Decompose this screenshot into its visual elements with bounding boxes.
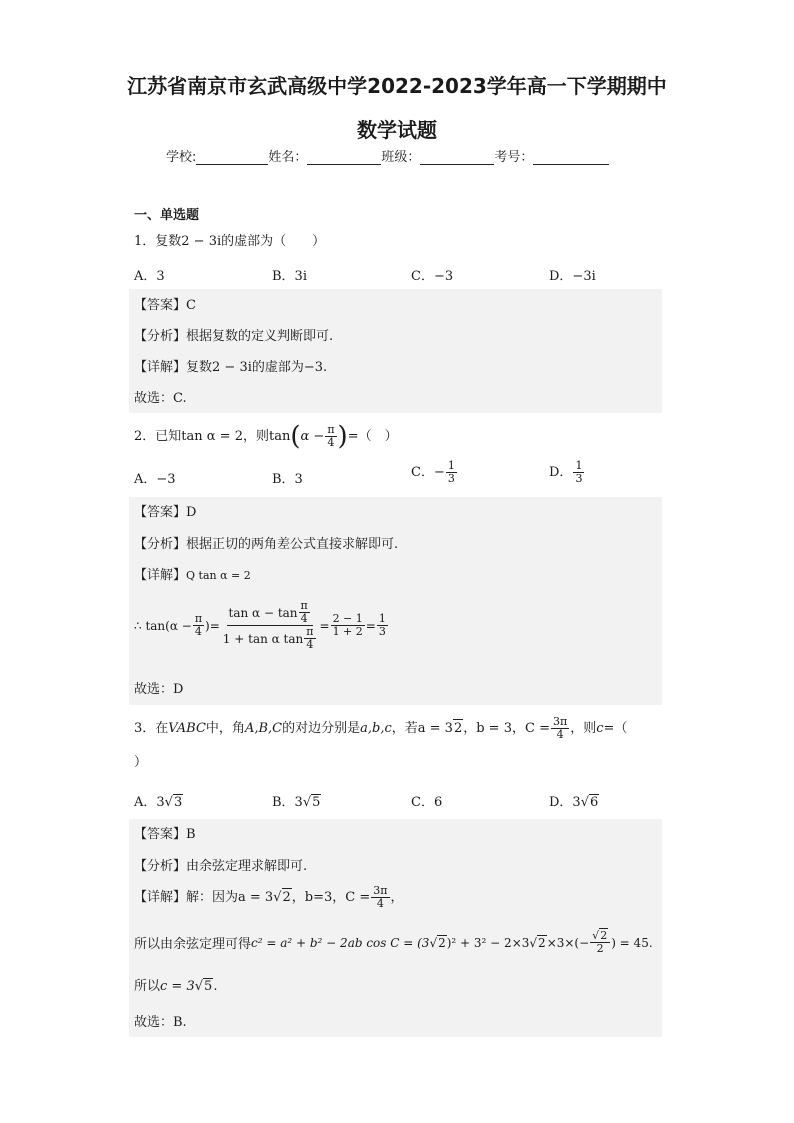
big-den-text: 1 + tan α tan [222, 631, 304, 646]
q3-angles: A,B,C [244, 720, 283, 736]
q2-option-c [411, 460, 458, 485]
q2-pi-frac [193, 613, 204, 638]
q2-stem-text-2: ，则 [242, 429, 269, 444]
q1-solution-box [129, 289, 662, 413]
q3-text: 3．在 [134, 720, 169, 736]
page-subtitle: 数学试题 [357, 118, 437, 142]
q2-mid-frac [331, 613, 365, 638]
q2-option-c-label: C．− [411, 465, 445, 480]
q3-c-frac [551, 716, 569, 741]
frac-den: 3 [575, 472, 583, 485]
frac-den: 4 [194, 625, 202, 638]
q2-tan: tan [268, 429, 291, 444]
q3-law-sqrt-b: 2 [538, 936, 546, 950]
q3-detail-a: a = 3 [238, 889, 274, 905]
q3-so-dot: . [213, 979, 218, 994]
frac-den: 4 [300, 612, 308, 625]
q2-close: )= [205, 618, 220, 633]
frac-num: 1 [378, 612, 386, 625]
q3-text-6: =（ [603, 720, 628, 736]
q3-opt-d-rad: 6 [590, 795, 599, 810]
q2-option-d [549, 460, 585, 485]
q3-c-eq: C = [524, 720, 550, 736]
q2-detail-label: 【详解】 [134, 568, 187, 583]
school-field[interactable] [196, 150, 268, 165]
student-info-line [166, 146, 609, 165]
q3-law-expr1: c² = a² + b² − 2ab cos C = (3 [251, 935, 430, 950]
q3-detail-comma: ， [390, 889, 404, 905]
q1-detail [134, 359, 327, 377]
q3-detail-b: ，b=3， [291, 889, 346, 905]
q3-opt-b-rad: 5 [312, 795, 321, 810]
q3-option-a: A．3√3 [134, 795, 183, 810]
q2-stem [134, 421, 398, 452]
frac-num: 3π [373, 884, 388, 897]
q3-detail-frac [371, 885, 389, 910]
class-field[interactable] [420, 150, 494, 165]
q1-stem [134, 233, 325, 251]
q3-law-of-cosines: 所以由余弦定理可得 c² = a² + b² − 2ab cos C = (3 √ 2 )² + 3² − 2×3 √ 2 ×3×(− $\frac{√2}{2}$ ) = 45 . [134, 929, 653, 955]
q1-option-b: B．3i [272, 269, 307, 284]
q2-option-b: B．3 [272, 472, 303, 487]
inner-frac [304, 626, 315, 651]
q2-option-c-frac [446, 460, 457, 485]
q3-detail-sqrt: 2 [282, 890, 291, 905]
q1-option-a: A．3 [134, 269, 165, 284]
frac-den: 3 [447, 472, 455, 485]
q3-analysis: 【分析】由余弦定理求解即可. [134, 859, 308, 874]
q3-stem [134, 716, 627, 741]
frac-num: 2 − 1 [332, 612, 363, 625]
q2-pi: π [327, 423, 335, 436]
q1-detail-label: 【详解】复数 [134, 360, 213, 375]
q3-law-sqrt: 2 [438, 936, 446, 950]
q2-option-a: A．−3 [134, 472, 176, 487]
q2-eq1: = [319, 618, 330, 633]
frac-den: 4 [556, 728, 564, 741]
frac-den: 1 + 2 [332, 625, 363, 638]
name-label: 姓名： [268, 150, 308, 165]
q3-close-paren: ） [134, 755, 148, 770]
q2-option-d-frac [573, 460, 584, 485]
q1-analysis: 【分析】根据复数的定义判断即可. [134, 329, 334, 344]
q1-detail-text: 的虚部为 [251, 360, 304, 375]
q3-law-dot: . [648, 935, 653, 950]
q1-detail-expr: 2 − 3i [212, 360, 252, 375]
frac-num: π [194, 612, 203, 625]
frac-num: π [300, 599, 308, 612]
q1-choice: 故选：C. [134, 391, 187, 406]
q3-so-rad: 5 [204, 979, 213, 994]
q1-answer: 【答案】C [134, 298, 196, 313]
q3-sqrt2: 2 [453, 721, 463, 736]
frac-den: 4 [376, 897, 384, 910]
q3-law-expr2: )² + 3² − 2×3 [446, 935, 530, 950]
frac-num: 1 [447, 459, 455, 472]
q3-text-4: ，若 [391, 720, 418, 736]
frac-den: 2 [596, 942, 604, 955]
q3-law-frac [590, 930, 610, 955]
q2-answer: 【答案】D [134, 505, 197, 520]
number-label: 考号： [494, 150, 534, 165]
q3-b-eq: ，b = 3， [463, 720, 525, 736]
q2-big-num [227, 600, 313, 626]
q2-stem-text: 2．已知 [134, 429, 182, 444]
q3-text-2: 中，角 [205, 720, 245, 736]
q2-big-den [221, 626, 319, 651]
q3-so-text: 所以 [134, 979, 161, 994]
q2-stem-text-3: =（ ） [347, 429, 398, 444]
q3-solution-box [129, 819, 662, 1037]
q3-law-text: 所以由余弦定理可得 [134, 937, 252, 952]
q3-detail-c: C = [345, 889, 371, 905]
frac-num-rad: 2 [600, 929, 608, 942]
q3-c-var: c [596, 720, 604, 736]
q2-analysis: 【分析】根据正切的两角差公式直接求解即可. [134, 537, 399, 552]
q3-detail: 【详解】解：因为 a = 3 √ 2 ，b=3， C = $\frac{3\pi}{4}$ ， [134, 884, 404, 910]
q2-close-paren: ) [337, 421, 348, 452]
q3-so-expr: c = 3 [160, 979, 195, 994]
q2-result-frac [377, 613, 388, 638]
q2-detail-expr: Q tan α = 2 [186, 569, 251, 582]
q1-stem-text-2: 的虚部为（ ） [221, 234, 326, 249]
q3-opt-b-label: B．3 [272, 795, 303, 810]
page-title: 江苏省南京市玄武高级中学2022-2023学年高一下学期期中 [127, 74, 667, 98]
q3-option-b: B．3√5 [272, 795, 321, 810]
q2-detail [134, 567, 251, 585]
q3-opt-a-rad: 3 [173, 795, 183, 810]
q2-alpha: α − [300, 429, 325, 444]
section-heading: 一、单选题 [134, 208, 200, 223]
q3-text-5: ，则 [570, 720, 597, 736]
q2-option-d-label: D． [549, 465, 573, 480]
q3-detail-label: 【详解】解：因为 [134, 889, 239, 905]
school-label: 学校: [166, 150, 197, 165]
q1-option-d: D．−3i [549, 269, 596, 284]
q3-triangle: VABC [168, 720, 206, 736]
q3-a-eq: a = 3 [417, 720, 453, 736]
q1-detail-value: −3. [303, 360, 328, 375]
inner-frac [299, 600, 310, 625]
q3-law-expr3: ×3×(− [546, 935, 590, 950]
q2-eq2: = [365, 618, 376, 633]
name-field[interactable] [307, 150, 381, 165]
big-num-text: tan α − tan [228, 605, 298, 620]
q3-conclusion: 所以c = 3√5. [134, 979, 218, 994]
q3-answer: 【答案】B [134, 827, 196, 842]
q3-text-3: 的对边分别是 [282, 720, 361, 736]
number-field[interactable] [533, 150, 609, 165]
q2-four: 4 [327, 436, 335, 449]
q3-opt-a-label: A．3 [134, 795, 165, 810]
frac-den: 4 [306, 638, 314, 651]
q2-choice: 故选：D [134, 682, 184, 697]
q1-option-c: C．−3 [411, 269, 454, 284]
q3-sides: a,b,c [360, 720, 392, 736]
q2-big-frac [221, 600, 319, 651]
class-label: 班级： [381, 150, 421, 165]
frac-num: π [306, 625, 314, 638]
q1-expr: 2 − 3i [181, 234, 222, 249]
q2-open-paren: ( [290, 421, 301, 452]
q3-opt-d-label: D．3 [549, 795, 581, 810]
q3-law-expr4: ) = 45 [611, 935, 649, 950]
q2-therefore: ∴ tan(α − [134, 618, 192, 633]
q1-stem-text: 1．复数 [134, 234, 182, 249]
q3-choice: 故选：B. [134, 1015, 187, 1030]
frac-den: 3 [378, 625, 386, 638]
q2-given: tan α = 2 [181, 429, 243, 444]
q3-option-c: C．6 [411, 795, 443, 810]
q2-pi-over-4 [325, 424, 336, 449]
frac-num: 1 [575, 459, 583, 472]
q3-option-d: D．3√6 [549, 795, 599, 810]
q2-derivation [134, 600, 389, 651]
frac-num: √2 [590, 930, 610, 943]
frac-num: 3π [552, 715, 568, 728]
